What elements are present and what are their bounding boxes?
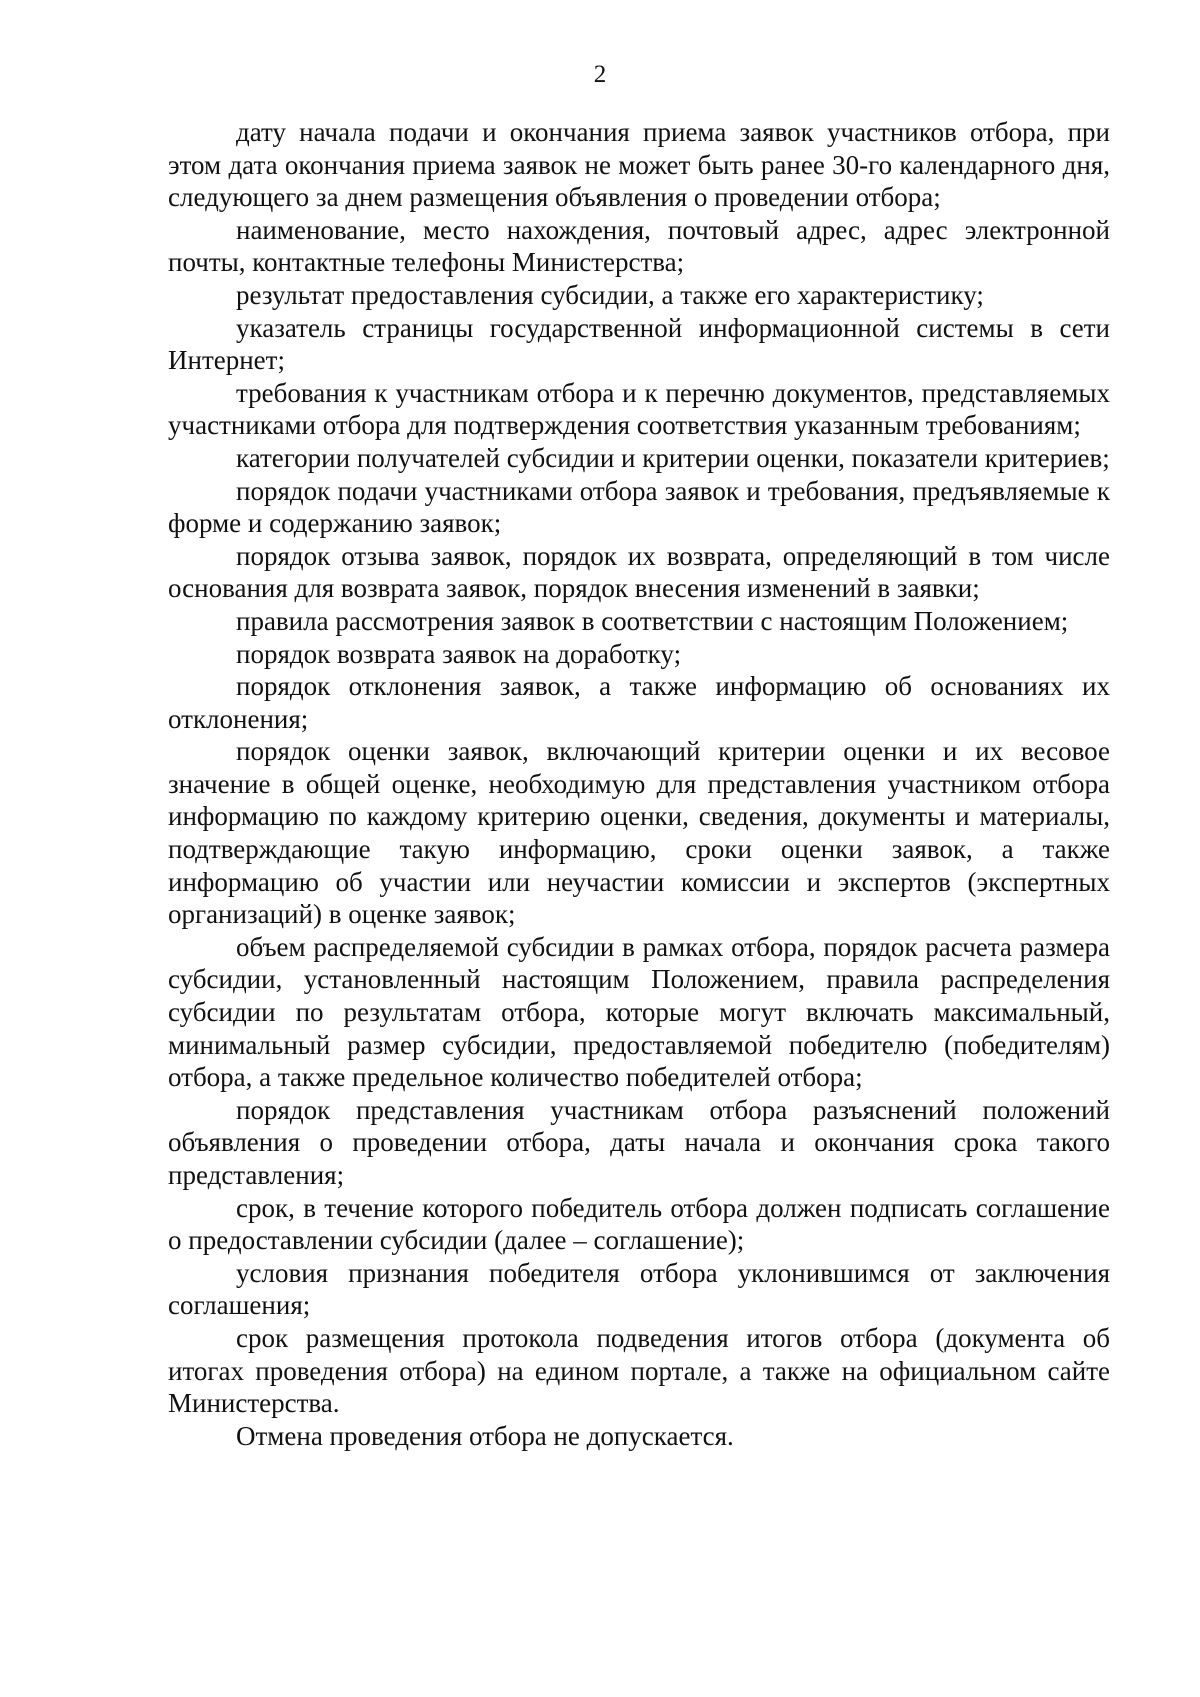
paragraph-return-for-revision: порядок возврата заявок на доработку; bbox=[236, 638, 682, 669]
paragraph-system-page-pointer: указатель страницы государственной информационной системы в сети Интернет; bbox=[168, 312, 1110, 376]
paragraph-recipient-categories: категории получателей субсидии и критерии оценки, показатели критериев; bbox=[236, 442, 1110, 473]
paragraph-application-dates: дату начала подачи и окончания приема заявок участников отбора, при этом дата окончания приема заявок не может быть ранее 30-го календарного дня, следующего за днем размещения объявления о проведении отбора; bbox=[168, 117, 1110, 213]
page-number: 2 bbox=[593, 61, 607, 88]
paragraph-subsidy-volume: объем распределяемой субсидии в рамках отбора, порядок расчета размера субсидии, установленный настоящим Положением, правила распределения субсидии по результатам отбора, которые могут включать максимальный, минимальный размер субсидии, предоставляемой победителю (победителям) отбора, а также предельное количество победителей отбора; bbox=[168, 931, 1110, 1093]
paragraph-submission-procedure: порядок подачи участниками отбора заявок и требования, предъявляемые к форме и содержанию заявок; bbox=[168, 475, 1110, 539]
paragraph-subsidy-result: результат предоставления субсидии, а также его характеристику; bbox=[236, 279, 984, 310]
paragraph-withdrawal-procedure: порядок отзыва заявок, порядок их возврата, определяющий в том числе основания для возврата заявок, порядок внесения изменений в заявки; bbox=[168, 540, 1110, 604]
paragraph-clarifications: порядок представления участникам отбора разъяснений положений объявления о проведении отбора, даты начала и окончания срока такого представления; bbox=[168, 1094, 1110, 1190]
paragraph-evaluation-procedure: порядок оценки заявок, включающий критерии оценки и их весовое значение в общей оценке, необходимую для представления участником отбора информацию по каждому критерию оценки, сведения, документы и материалы, подтверждающие такую информацию, сроки оценки заявок, а также информацию об участии или неучастии комиссии и экспертов (экспертных организаций) в оценке заявок; bbox=[168, 736, 1110, 930]
paragraph-evasion-conditions: условия признания победителя отбора уклонившимся от заключения соглашения; bbox=[168, 1257, 1110, 1321]
paragraph-protocol-publication: срок размещения протокола подведения итогов отбора (документа об итогах проведения отбора) на едином портале, а также на официальном сайте Министерства. bbox=[168, 1322, 1110, 1419]
paragraph-ministry-contacts: наименование, место нахождения, почтовый адрес, адрес электронной почты, контактные телефоны Министерства; bbox=[168, 214, 1110, 278]
paragraph-review-rules: правила рассмотрения заявок в соответствии с настоящим Положением; bbox=[236, 605, 1069, 636]
paragraph-agreement-deadline: срок, в течение которого победитель отбора должен подписать соглашение о предоставлении субсидии (далее – соглашение); bbox=[168, 1192, 1110, 1256]
paragraph-rejection-procedure: порядок отклонения заявок, а также информацию об основаниях их отклонения; bbox=[168, 671, 1110, 734]
document-body bbox=[168, 116, 1110, 1452]
paragraph-cancellation-not-allowed: Отмена проведения отбора не допускается. bbox=[236, 1420, 734, 1451]
paragraph-participant-requirements: требования к участникам отбора и к перечню документов, представляемых участниками отбора для подтверждения соответствия указанным требованиям; bbox=[168, 377, 1110, 441]
